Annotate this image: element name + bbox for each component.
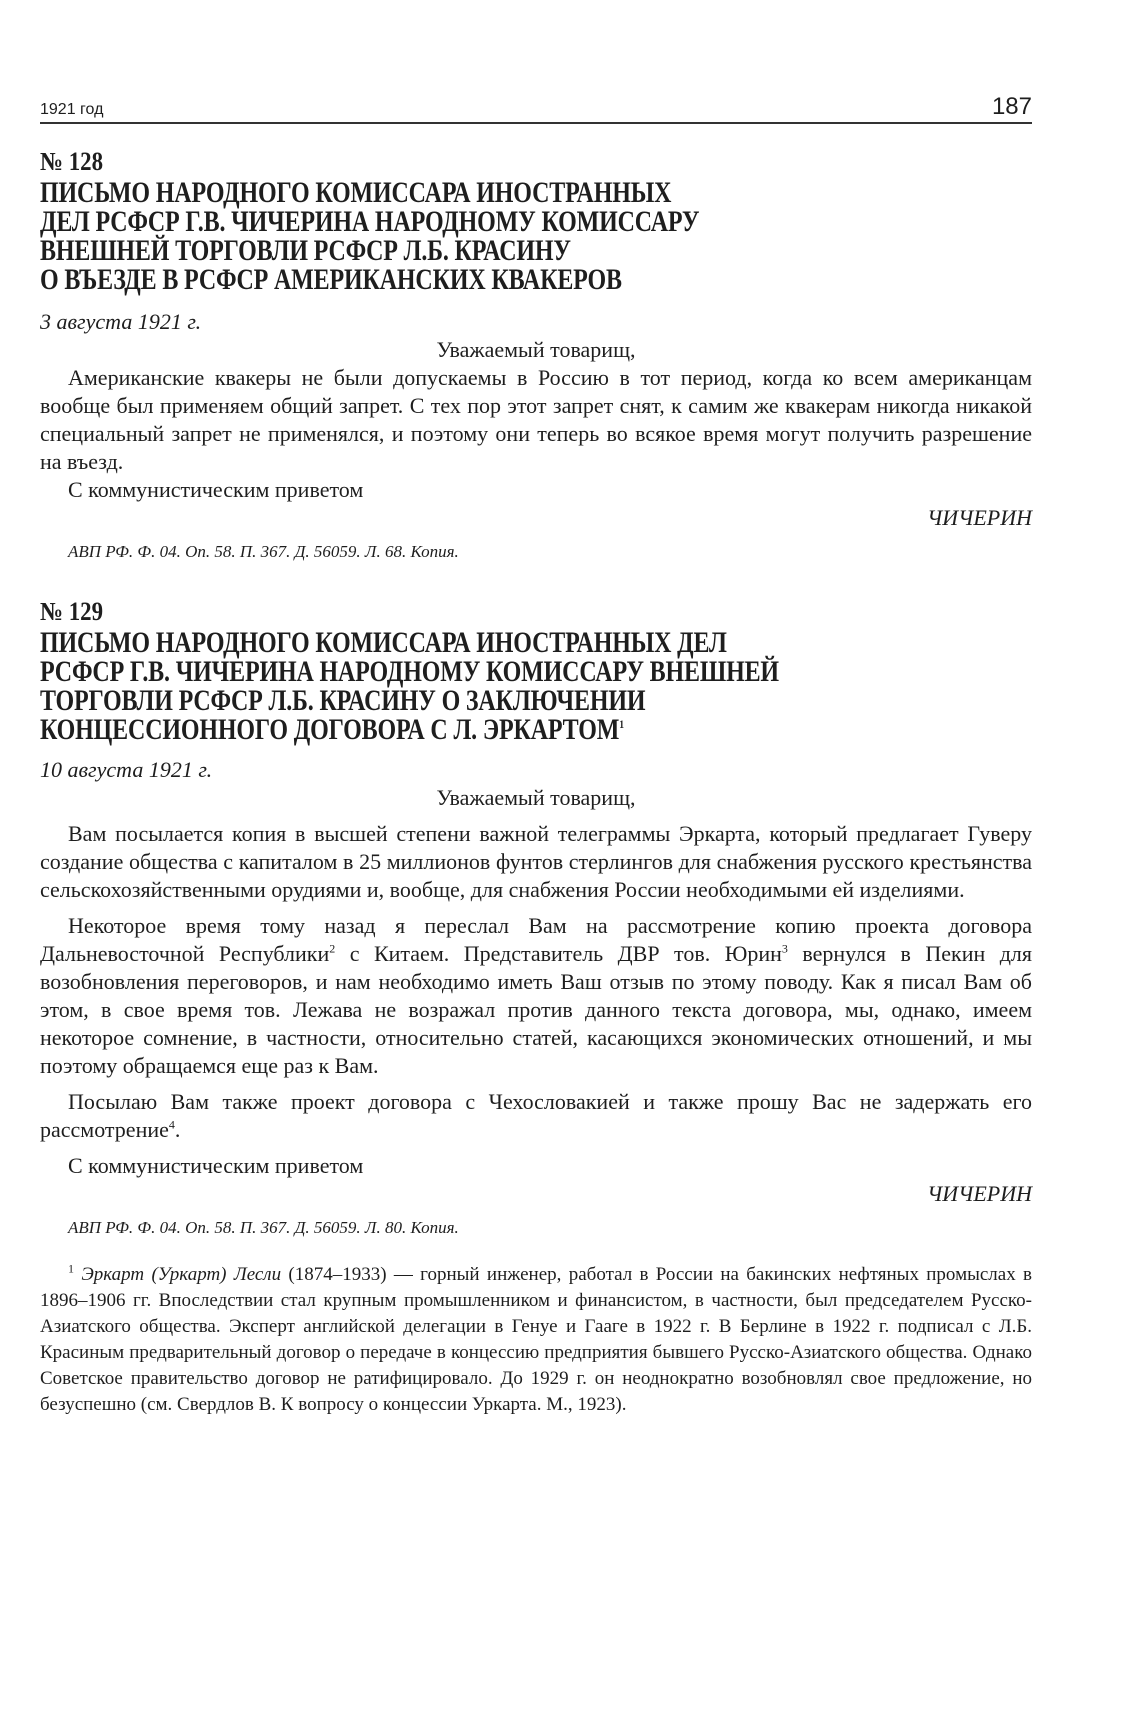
document-number: № 128: [40, 147, 104, 176]
footnote-number: 1: [68, 1261, 74, 1276]
title-line-text: КОНЦЕССИОННОГО ДОГОВОРА С Л. ЭРКАРТОМ: [40, 713, 620, 746]
document-page: [40, 92, 1032, 1418]
archive-reference: АВП РФ. Ф. 04. Оп. 58. П. 367. Д. 56059. Л. 80. Копия.: [68, 1218, 459, 1237]
title-line: ПИСЬМО НАРОДНОГО КОМИССАРА ИНОСТРАННЫХ ДЕЛ: [40, 626, 727, 659]
paragraph-text: .: [174, 1117, 181, 1142]
document-title: [40, 628, 834, 744]
salutation: Уважаемый товарищ,: [436, 785, 636, 810]
document-128: [40, 146, 1032, 564]
title-line: ВНЕШНЕЙ ТОРГОВЛИ РСФСР Л.Б. КРАСИНУ: [40, 234, 571, 267]
paragraph-text: Посылаю Вам также проект договора с Чехословакией и также прошу Вас не задержать его рассмотрение: [40, 1089, 1032, 1142]
paragraph-text: Некоторое время тому назад я переслал Вам на рассмотрение копию проекта договора Дальневосточной Республики: [40, 913, 1032, 966]
running-head: [40, 92, 1032, 124]
title-line: РСФСР Г.В. ЧИЧЕРИНА НАРОДНОМУ КОМИССАРУ ВНЕШНЕЙ: [40, 655, 779, 688]
body-paragraph: Американские квакеры не были допускаемы в Россию в тот период, когда ко всем американцам вообще был применяем общий запрет. С тех пор этот запрет снят, к самим же квакерам никогда никакой специальный запрет не применялся, и поэтому они теперь во всякое время могут получить разрешение на въезд.: [40, 365, 1032, 474]
document-date: 3 августа 1921 г.: [40, 309, 202, 334]
signature: ЧИЧЕРИН: [927, 505, 1032, 530]
closing: С коммунистическим приветом: [68, 477, 364, 502]
salutation: Уважаемый товарищ,: [436, 337, 636, 362]
closing: С коммунистическим приветом: [68, 1153, 364, 1178]
signature: ЧИЧЕРИН: [927, 1181, 1032, 1206]
page-number: 187: [991, 93, 1032, 120]
footnotes: [40, 1262, 1032, 1418]
running-head-year: 1921 год: [40, 101, 104, 118]
title-line: ТОРГОВЛИ РСФСР Л.Б. КРАСИНУ О ЗАКЛЮЧЕНИИ: [40, 684, 646, 717]
document-number: № 129: [40, 597, 104, 626]
title-line: ДЕЛ РСФСР Г.В. ЧИЧЕРИНА НАРОДНОМУ КОМИССАРУ: [40, 205, 700, 238]
body-paragraph: Вам посылается копия в высшей степени важной телеграммы Эркарта, который предлагает Гуверу создание общества с капиталом в 25 миллионов фунтов стерлингов для снабжения русского крестьянства сельскохозяйственными орудиями и, вообще, для снабжения России необходимыми ей изделиями.: [40, 821, 1032, 902]
document-129: [40, 596, 1032, 1240]
paragraph-text: с Китаем. Представитель ДВР тов. Юрин: [335, 941, 782, 966]
title-line: ПИСЬМО НАРОДНОГО КОМИССАРА ИНОСТРАННЫХ: [40, 176, 672, 209]
document-date: 10 августа 1921 г.: [40, 757, 213, 782]
footnote-mark[interactable]: 2: [329, 941, 336, 956]
document-title: [40, 178, 834, 294]
archive-reference: АВП РФ. Ф. 04. Оп. 58. П. 367. Д. 56059. Л. 68. Копия.: [68, 542, 459, 561]
paragraph-text: вернулся в Пекин для возобновления переговоров, и нам необходимо иметь Ваш отзыв по этому поводу. Как я писал Вам об этом, в свое время тов. Лежава не возражал против данного текста договора, мы, однако, имеем некоторое сомнение, в частности, относительно статей, касающихся экономических отношений, и мы поэтому обращаемся еще раз к Вам.: [40, 941, 1032, 1078]
footnote: [40, 1262, 1032, 1418]
footnote-mark[interactable]: 1: [619, 717, 624, 731]
title-line: О ВЪЕЗДЕ В РСФСР АМЕРИКАНСКИХ КВАКЕРОВ: [40, 263, 622, 296]
title-line: [40, 715, 834, 744]
footnote-text: (1874–1933) — горный инженер, работал в России на бакинских нефтяных промыслах в 1896–1906 гг. Впоследствии стал крупным промышленником и финансистом, в частности, был председателем Русско-Азиатского общества. Эксперт английской делегации в Генуе и Гааге в 1922 г. В Берлине в 1922 г. подписал с Л.Б. Красиным предварительный договор о передаче в концессию предприятия бывшего Русско-Азиатского общества. Однако Советское правительство договор не ратифицировало. До 1929 г. он неоднократно возобновлял свое предложение, но безуспешно (см. Свердлов В. К вопросу о концессии Уркарта. М., 1923).: [40, 1264, 1032, 1415]
footnote-mark[interactable]: 4: [168, 1117, 175, 1132]
footnote-mark[interactable]: 3: [781, 941, 788, 956]
body-paragraph: [40, 1088, 1032, 1144]
footnote-person-name: Эркарт (Уркарт) Лесли: [81, 1264, 282, 1285]
body-paragraph: [40, 912, 1032, 1080]
